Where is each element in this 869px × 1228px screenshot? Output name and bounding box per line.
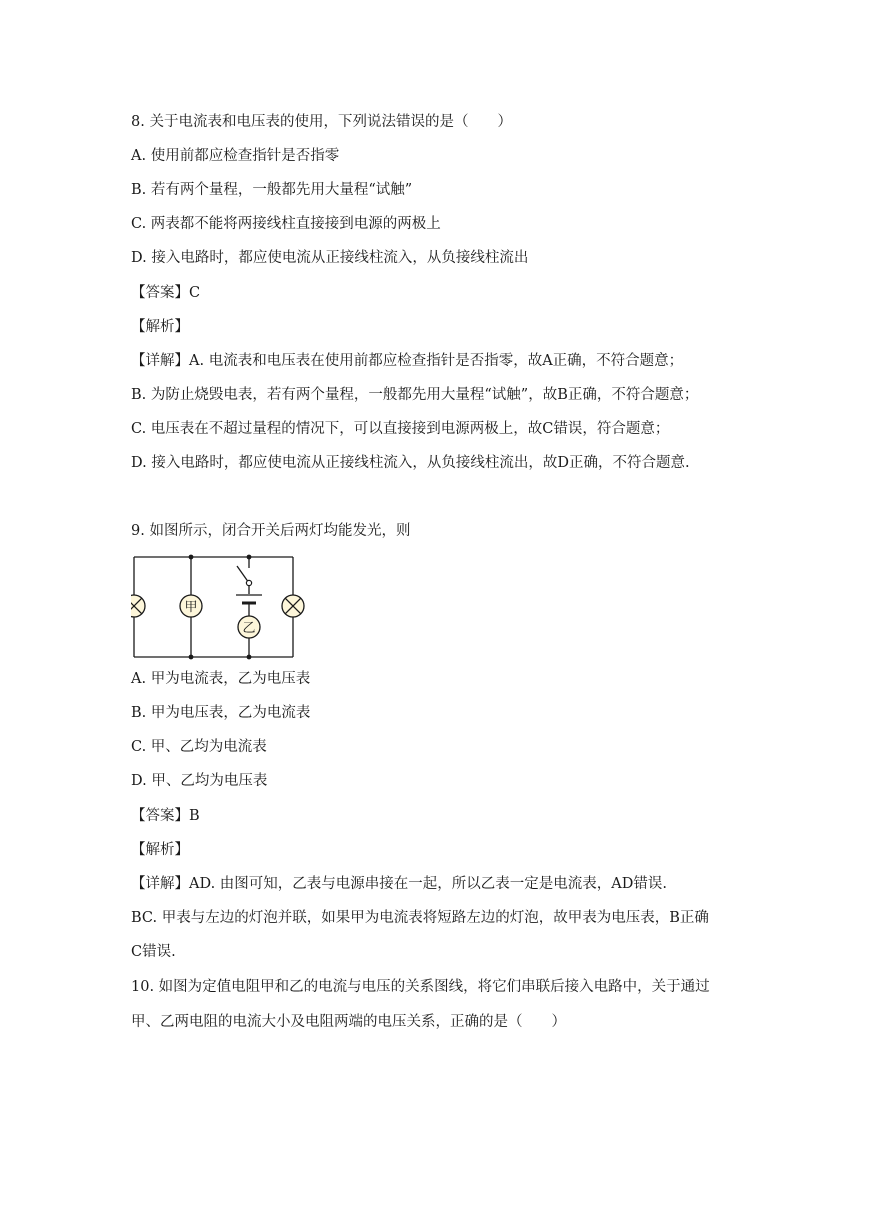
left-lamp-icon	[131, 595, 145, 617]
q9-answer	[131, 806, 200, 826]
q8-option-b: B. 若有两个量程，一般都先用大量程“试触”	[131, 182, 413, 198]
junction-top-left	[189, 555, 194, 560]
right-lamp-icon	[282, 595, 304, 617]
junction-top	[247, 555, 252, 560]
q9-option-d: D. 甲、乙均为电压表	[131, 773, 268, 789]
q9-stem: 9. 如图所示，闭合开关后两灯均能发光，则	[131, 523, 411, 539]
q8-analysis-tag: 【解析】	[131, 319, 189, 335]
q9-detail-2: BC. 甲表与左边的灯泡并联，如果甲为电流表将短路左边的灯泡，故甲表为电压表，B正确	[131, 910, 709, 926]
meter-left-label: 甲	[184, 600, 198, 615]
q8-detail-4: D. 接入电路时，都应使电流从正接线柱流入，从负接线柱流出，故D正确，不符合题意.	[131, 455, 690, 471]
q8-detail-1	[131, 351, 683, 371]
q9-option-b: B. 甲为电压表，乙为电流表	[131, 705, 311, 721]
q9-option-c: C. 甲、乙均为电流表	[131, 739, 267, 755]
q10-stem-line2: 甲、乙两电阻的电流大小及电阻两端的电压关系，正确的是（ ）	[131, 1014, 566, 1030]
circuit-diagram	[131, 552, 309, 662]
meter-bottom-label: 乙	[242, 621, 256, 636]
q9-detail-1	[131, 874, 667, 894]
detail-text: A. 电流表和电压表在使用前都应检查指针是否指零，故A正确，不符合题意；	[189, 353, 684, 369]
answer-value: C	[189, 285, 201, 301]
q10-stem-line1: 10. 如图为定值电阻甲和乙的电流与电压的关系图线，将它们串联后接入电路中，关于通过	[131, 979, 710, 995]
detail-tag: 【详解】	[131, 353, 189, 369]
q9-analysis-tag: 【解析】	[131, 842, 189, 858]
q9-option-a: A. 甲为电流表，乙为电压表	[131, 671, 311, 687]
q8-detail-2: B. 为防止烧毁电表，若有两个量程，一般都先用大量程“试触”，故B正确，不符合题意；	[131, 387, 699, 403]
detail-tag: 【详解】	[131, 876, 189, 892]
q8-option-a: A. 使用前都应检查指针是否指零	[131, 148, 340, 164]
detail-text: AD. 由图可知，乙表与电源串接在一起，所以乙表一定是电流表，AD错误.	[189, 876, 668, 892]
q8-option-d: D. 接入电路时，都应使电流从正接线柱流入，从负接线柱流出	[131, 250, 529, 266]
junction-bottom	[247, 655, 252, 660]
q8-detail-3: C. 电压表在不超过量程的情况下，可以直接接到电源两极上，故C错误，符合题意；	[131, 421, 670, 437]
switch-contact	[246, 580, 251, 585]
q8-answer	[131, 283, 200, 303]
q8-stem: 8. 关于电流表和电压表的使用，下列说法错误的是（ ）	[131, 114, 512, 130]
answer-tag: 【答案】	[131, 285, 189, 301]
q8-option-c: C. 两表都不能将两接线柱直接接到电源的两极上	[131, 216, 441, 232]
answer-value: B	[189, 808, 200, 824]
junction-bottom-left	[189, 655, 194, 660]
q9-detail-3: C错误.	[131, 944, 176, 960]
answer-tag: 【答案】	[131, 808, 189, 824]
